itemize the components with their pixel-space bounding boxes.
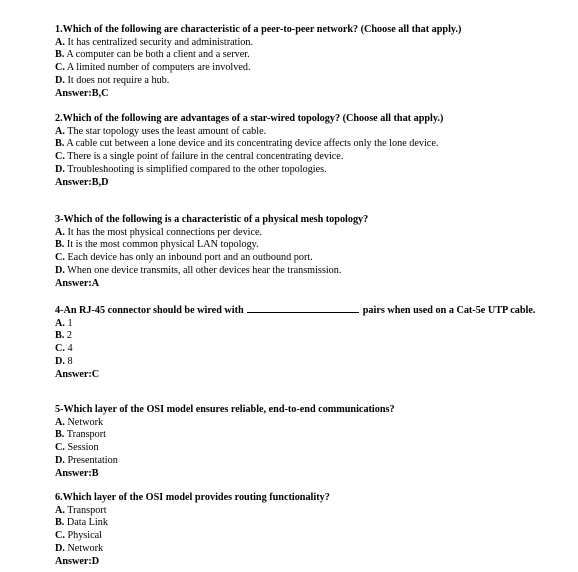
- question-title-end: pairs when used on a Cat-5e UTP cable.: [362, 305, 536, 316]
- option-text: A limited number of computers are involved.: [66, 62, 251, 74]
- option-letter: C.: [55, 151, 65, 163]
- option-c: [55, 343, 555, 356]
- answer: Answer:A: [55, 277, 100, 289]
- question-title: 2.Which of the following are advantages of a star-wired topology? (Choose all that apply.): [55, 113, 444, 124]
- option-text: Data Link: [66, 517, 108, 529]
- option-letter: D.: [55, 542, 65, 554]
- option-letter: A.: [55, 36, 65, 48]
- question-3: [55, 214, 555, 290]
- option-b: [55, 517, 555, 530]
- option-letter: C.: [55, 252, 65, 264]
- option-text: When one device transmits, all other devices hear the transmission.: [67, 264, 342, 276]
- option-text: 2: [66, 330, 72, 342]
- option-letter: B.: [55, 239, 65, 251]
- option-text: 8: [67, 355, 73, 367]
- option-text: The star topology uses the least amount of cable.: [67, 125, 267, 137]
- option-text: Troubleshooting is simplified compared to the other topologies.: [67, 163, 327, 175]
- question-1: [55, 24, 555, 100]
- option-text: It has centralized security and administration.: [67, 36, 254, 48]
- option-text: 1: [67, 317, 73, 329]
- option-d: [55, 356, 555, 369]
- option-letter: C.: [55, 442, 65, 454]
- option-text: Transport: [67, 504, 107, 516]
- option-letter: B.: [55, 429, 65, 441]
- option-letter: A.: [55, 226, 65, 238]
- option-b: [55, 239, 555, 252]
- option-text: Session: [67, 442, 99, 454]
- fill-in-blank: [247, 303, 359, 313]
- question-title: 3-Which of the following is a characteristic of a physical mesh topology?: [55, 214, 369, 225]
- option-a: [55, 318, 555, 331]
- answer: Answer:B,C: [55, 87, 109, 99]
- option-letter: B.: [55, 138, 65, 150]
- option-c: [55, 530, 555, 543]
- option-c: [55, 62, 555, 75]
- question-title: 5-Which layer of the OSI model ensures reliable, end-to-end communications?: [55, 404, 395, 415]
- option-d: [55, 75, 555, 88]
- question-5: [55, 404, 555, 480]
- option-c: [55, 151, 555, 164]
- option-a: [55, 126, 555, 139]
- answer: Answer:C: [55, 368, 100, 380]
- option-letter: D.: [55, 454, 65, 466]
- option-a: [55, 505, 555, 518]
- option-letter: A.: [55, 125, 65, 137]
- option-letter: D.: [55, 163, 65, 175]
- option-letter: D.: [55, 74, 65, 86]
- option-text: Network: [67, 416, 104, 428]
- option-text: Physical: [67, 530, 102, 542]
- option-letter: C.: [55, 530, 65, 542]
- option-b: [55, 49, 555, 62]
- option-letter: A.: [55, 416, 65, 428]
- question-title: 6.Which layer of the OSI model provides routing functionality?: [55, 492, 330, 503]
- question-title: 1.Which of the following are characteristic of a peer-to-peer network? (Choose all that apply.): [55, 24, 462, 35]
- option-b: [55, 138, 555, 151]
- option-text: Each device has only an inbound port and an outbound port.: [67, 252, 313, 264]
- option-text: It is the most common physical LAN topology.: [66, 239, 259, 251]
- option-d: [55, 543, 555, 556]
- option-d: [55, 164, 555, 177]
- option-text: It has the most physical connections per device.: [67, 226, 263, 238]
- option-letter: D.: [55, 264, 65, 276]
- answer: Answer:B,D: [55, 176, 109, 188]
- option-c: [55, 252, 555, 265]
- question-title-start: 4-An RJ-45 connector should be wired with: [55, 305, 244, 316]
- option-text: A computer can be both a client and a server.: [66, 49, 250, 61]
- option-text: Transport: [66, 429, 106, 441]
- option-text: It does not require a hub.: [67, 74, 170, 86]
- option-a: [55, 37, 555, 50]
- option-letter: B.: [55, 330, 65, 342]
- option-text: A cable cut between a lone device and its concentrating device affects only the lone device.: [66, 138, 439, 150]
- option-letter: C.: [55, 62, 65, 74]
- option-letter: C.: [55, 343, 65, 355]
- option-text: Network: [67, 542, 104, 554]
- option-d: [55, 265, 555, 278]
- option-letter: B.: [55, 49, 65, 61]
- option-a: [55, 417, 555, 430]
- option-letter: D.: [55, 355, 65, 367]
- option-d: [55, 455, 555, 468]
- option-a: [55, 227, 555, 240]
- question-6: [55, 492, 555, 568]
- answer: Answer:B: [55, 467, 99, 479]
- option-c: [55, 442, 555, 455]
- option-letter: B.: [55, 517, 65, 529]
- option-letter: A.: [55, 317, 65, 329]
- option-text: Presentation: [67, 454, 118, 466]
- option-letter: A.: [55, 504, 65, 516]
- question-4: [55, 303, 555, 381]
- option-text: 4: [67, 343, 73, 355]
- option-b: [55, 429, 555, 442]
- option-text: There is a single point of failure in the central concentrating device.: [67, 151, 344, 163]
- question-title: [55, 303, 555, 318]
- option-b: [55, 330, 555, 343]
- question-2: [55, 113, 555, 189]
- answer: Answer:D: [55, 555, 100, 567]
